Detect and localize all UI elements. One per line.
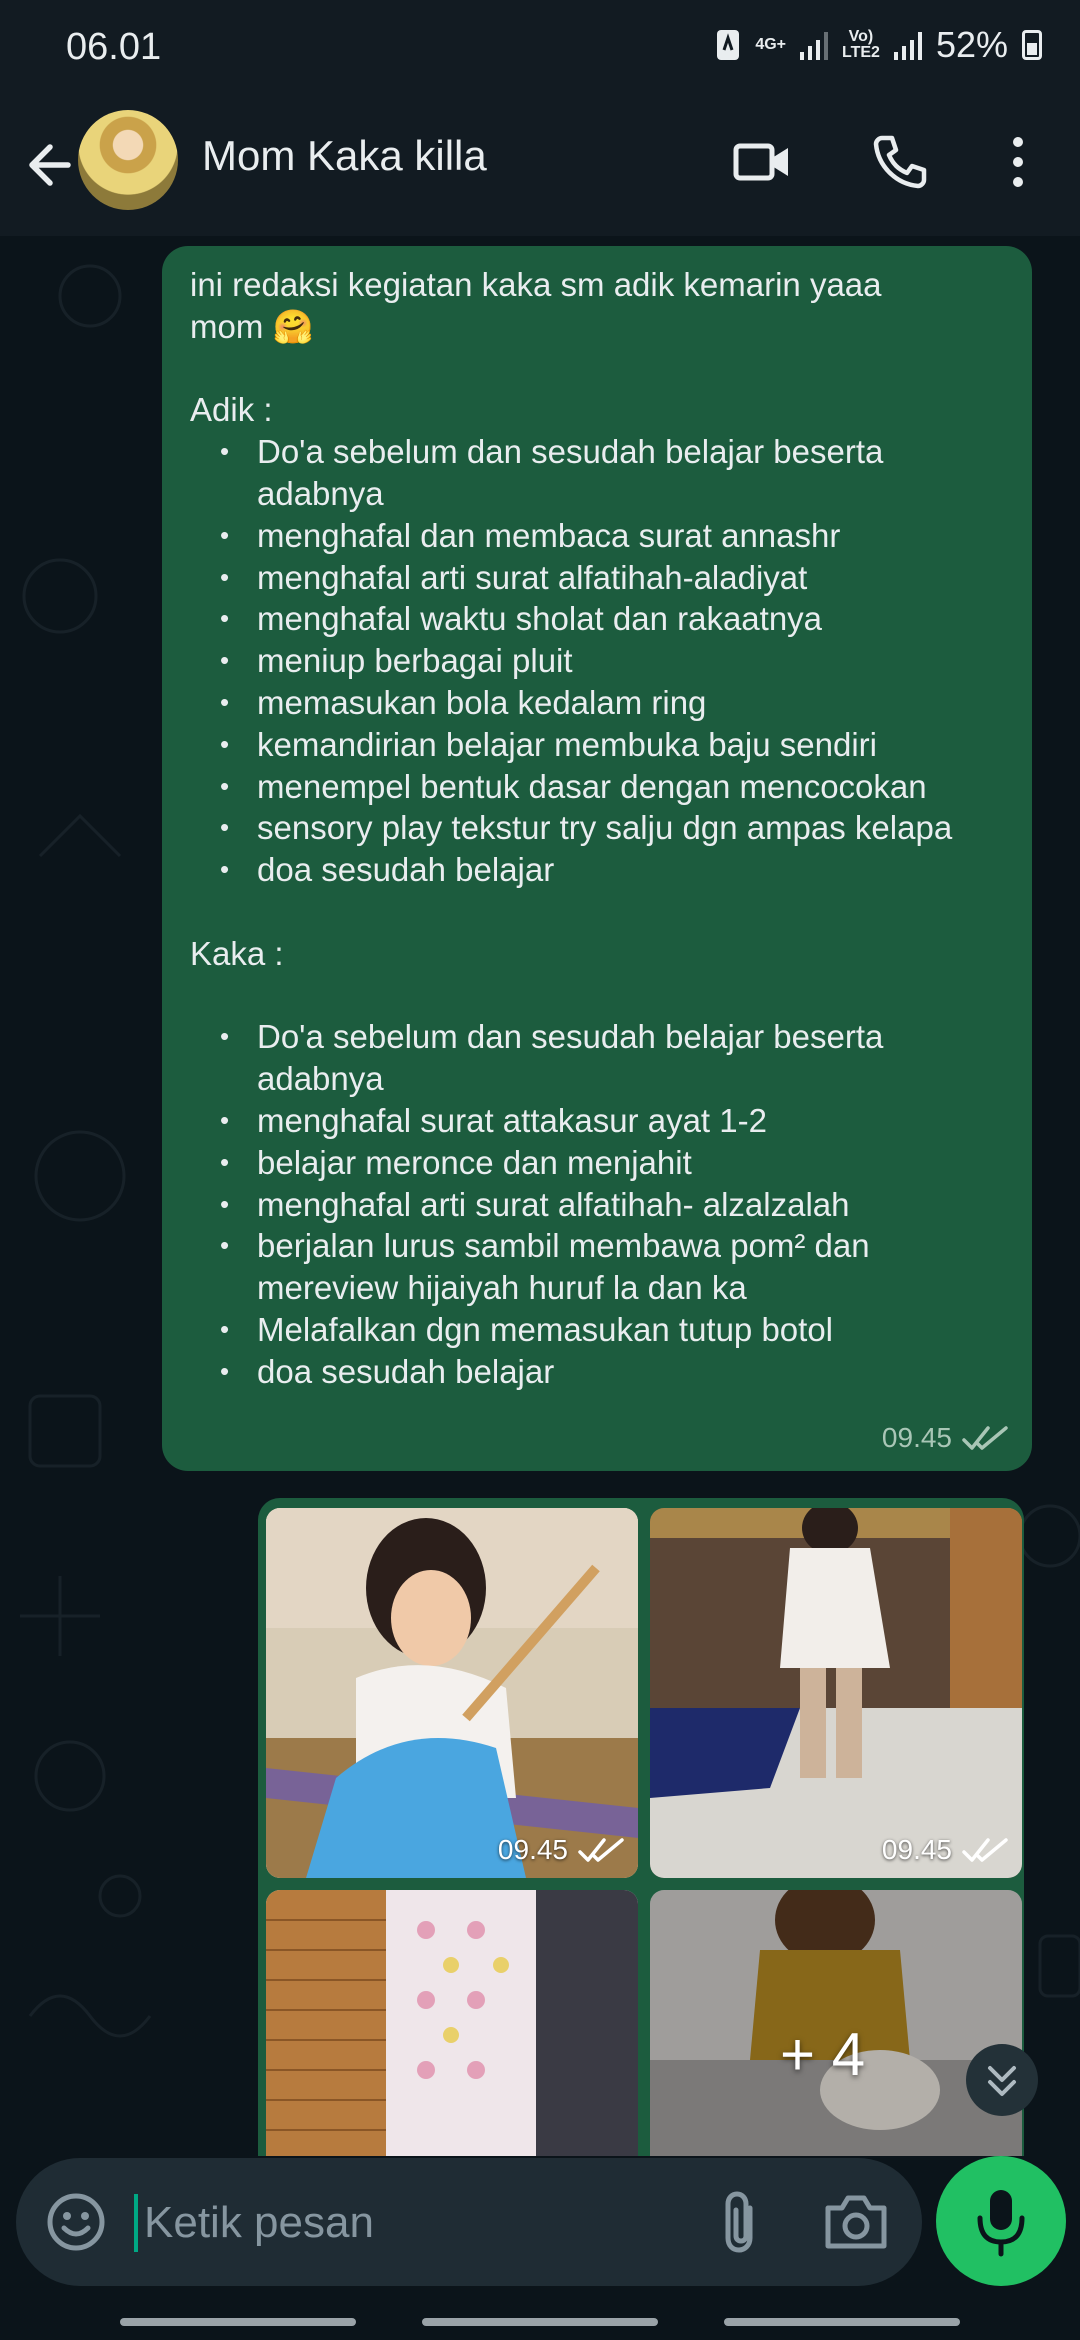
more-photos-count: + 4 (780, 2021, 866, 2088)
photo-room-wall-image (266, 1890, 638, 2156)
nav-back-handle[interactable] (724, 2318, 960, 2326)
contact-name[interactable]: Mom Kaka killa (202, 132, 487, 179)
double-chevron-down-icon (966, 2044, 1038, 2116)
voice-call-icon[interactable] (868, 130, 932, 194)
list-item: • kemandirian belajar membuka baju sendiri (190, 724, 1004, 766)
photo-meta (882, 1834, 1008, 1866)
nav-recents-handle[interactable] (120, 2318, 356, 2326)
list-item: • menempel bentuk dasar dengan mencocokan (190, 766, 1004, 808)
system-navigation-bar (0, 2294, 1080, 2340)
list-item: • Do'a sebelum dan sesudah belajar beserta adabnya (190, 1016, 1004, 1100)
outgoing-message-bubble[interactable] (162, 246, 1032, 1471)
chat-header (0, 100, 1080, 236)
battery-icon (1022, 30, 1042, 60)
photo-time: 09.45 (497, 1834, 568, 1865)
list-item: • doa sesudah belajar (190, 849, 1004, 891)
kaka-heading: Kaka : (190, 934, 284, 972)
camera-icon[interactable] (820, 2188, 892, 2256)
chat-area[interactable] (0, 236, 1080, 2156)
message-meta (882, 1417, 1008, 1459)
media-group-bubble[interactable] (258, 1498, 1024, 2156)
list-item: • berjalan lurus sambil membawa pom² dan mereview hijaiyah huruf la dan ka (190, 1225, 1004, 1309)
status-icons (715, 24, 1042, 66)
video-call-icon[interactable] (730, 130, 794, 194)
list-item: • memasukan bola kedalam ring (190, 682, 1004, 724)
volte-top: Vo) (848, 28, 874, 45)
list-item: • Do'a sebelum dan sesudah belajar beserta adabnya (190, 431, 1004, 515)
photo-child-standing-image (650, 1508, 1022, 1878)
message-composer (16, 2158, 922, 2286)
contact-avatar[interactable] (78, 110, 178, 210)
nfc-icon (715, 28, 741, 62)
kaka-activity-list (190, 1016, 1004, 1392)
message-input[interactable] (134, 2192, 696, 2254)
photo-thumbnail[interactable] (266, 1508, 638, 1878)
attachment-clip-icon[interactable] (706, 2186, 776, 2258)
list-item: • menghafal dan membaca surat annashr (190, 515, 1004, 557)
network-4g-label: 4G+ (755, 36, 786, 53)
list-item: • sensory play tekstur try salju dgn ampas kelapa (190, 807, 1004, 849)
scroll-to-bottom-button[interactable] (966, 2044, 1038, 2116)
list-item: • doa sesudah belajar (190, 1351, 1004, 1393)
nav-home-handle[interactable] (422, 2318, 658, 2326)
signal-2-icon (894, 30, 922, 60)
battery-percent: 52% (935, 24, 1008, 65)
message-time: 09.45 (881, 1422, 952, 1454)
list-item: • menghafal waktu sholat dan rakaatnya (190, 598, 1004, 640)
message-intro-line: ini redaksi kegiatan kaka sm adik kemarin yaaa (190, 266, 882, 303)
read-ticks-icon (962, 1836, 1008, 1864)
read-ticks-icon (962, 1424, 1008, 1452)
adik-activity-list (190, 431, 1004, 891)
microphone-icon (936, 2156, 1066, 2286)
list-item: • menghafal surat attakasur ayat 1-2 (190, 1100, 1004, 1142)
photo-thumbnail[interactable] (266, 1890, 638, 2156)
list-item: • meniup berbagai pluit (190, 640, 1004, 682)
photo-meta (498, 1834, 624, 1866)
volte-label (842, 29, 880, 61)
list-item: • menghafal arti surat alfatihah- alzalzalah (190, 1184, 1004, 1226)
status-time: 06.01 (66, 26, 162, 68)
photo-child-playing-image (266, 1508, 638, 1878)
list-item: • belajar meronce dan menjahit (190, 1142, 1004, 1184)
volte-bottom: LTE2 (842, 44, 880, 61)
photo-thumbnail[interactable] (650, 1508, 1022, 1878)
list-item: • Melafalkan dgn memasukan tutup botol (190, 1309, 1004, 1351)
photo-thumbnail-more[interactable] (650, 1890, 1022, 2156)
emoji-icon[interactable] (40, 2186, 112, 2258)
back-arrow-icon[interactable] (18, 132, 84, 198)
signal-1-icon (800, 30, 828, 60)
list-item: • menghafal arti surat alfatihah-aladiyat (190, 557, 1004, 599)
message-intro-line: mom 🤗 (190, 307, 314, 345)
adik-heading: Adik : (190, 391, 273, 429)
read-ticks-icon (578, 1836, 624, 1864)
status-bar (0, 0, 1080, 100)
voice-message-button[interactable] (936, 2156, 1066, 2286)
photo-time: 09.45 (881, 1834, 952, 1865)
more-options-icon[interactable] (986, 130, 1050, 194)
